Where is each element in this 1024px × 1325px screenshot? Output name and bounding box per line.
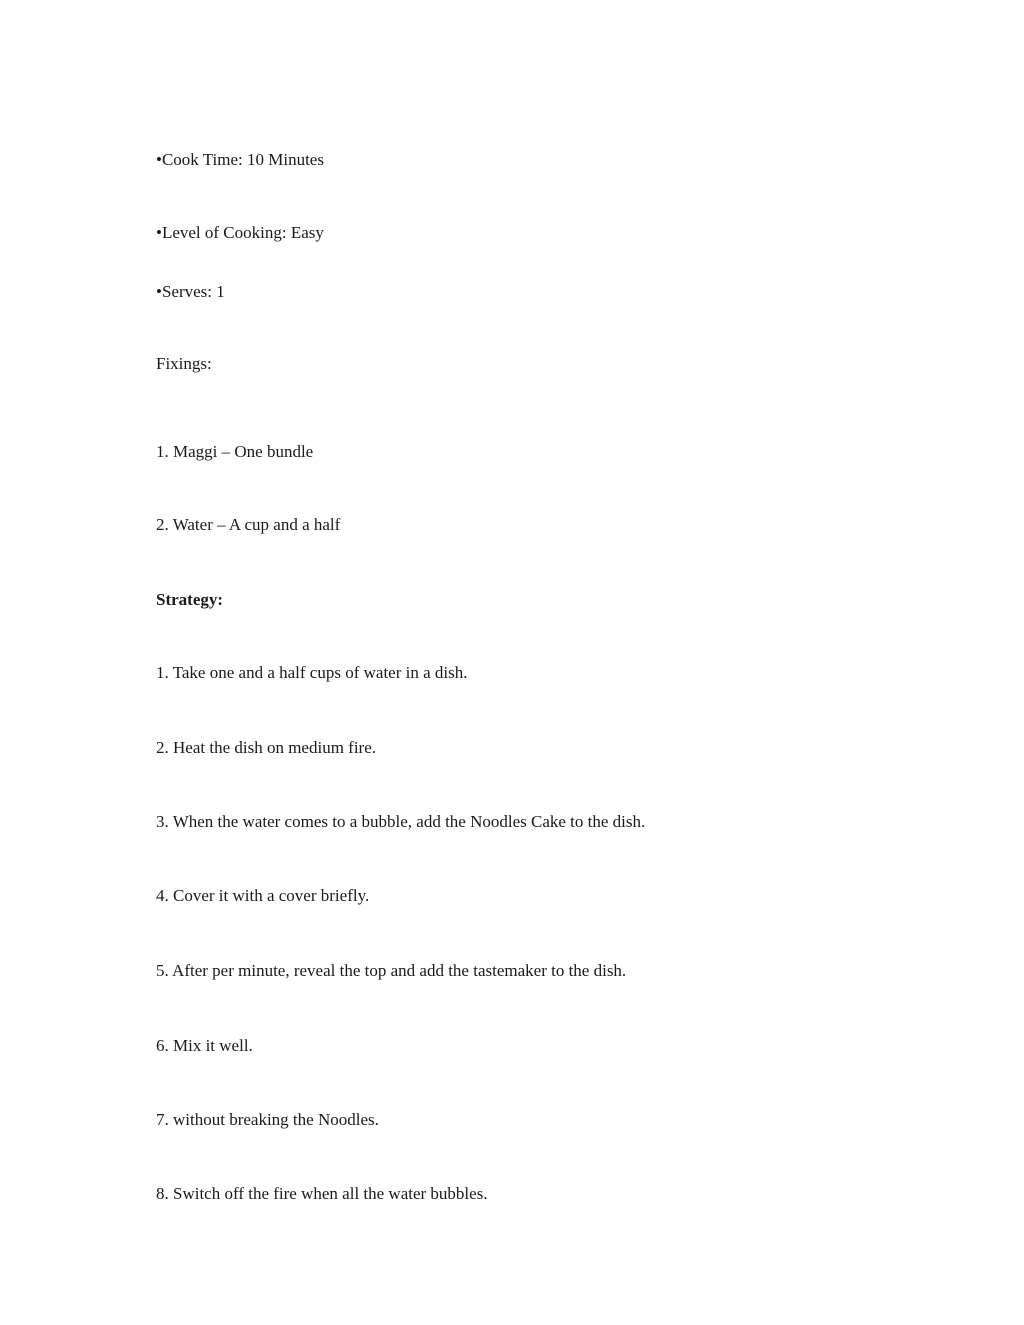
method-step: 8. Switch off the fire when all the water bubbles. bbox=[156, 1184, 488, 1203]
ingredients-heading: Fixings: bbox=[156, 354, 212, 373]
method-step: 2. Heat the dish on medium fire. bbox=[156, 738, 377, 757]
method-heading: Strategy: bbox=[156, 590, 224, 609]
method-step: 1. Take one and a half cups of water in a dish. bbox=[156, 663, 468, 682]
ingredient-item: 2. Water – A cup and a half bbox=[156, 515, 341, 534]
serves-text: •Serves: 1 bbox=[156, 282, 225, 301]
cooking-level-text: •Level of Cooking: Easy bbox=[156, 223, 324, 242]
method-step: 5. After per minute, reveal the top and add the tastemaker to the dish. bbox=[156, 961, 627, 980]
method-step: 7. without breaking the Noodles. bbox=[156, 1110, 379, 1129]
method-step: 3. When the water comes to a bubble, add the Noodles Cake to the dish. bbox=[156, 812, 646, 831]
method-step: 4. Cover it with a cover briefly. bbox=[156, 886, 370, 905]
method-step: 6. Mix it well. bbox=[156, 1036, 253, 1055]
cook-time-text: •Cook Time: 10 Minutes bbox=[156, 150, 324, 169]
ingredient-item: 1. Maggi – One bundle bbox=[156, 442, 314, 461]
